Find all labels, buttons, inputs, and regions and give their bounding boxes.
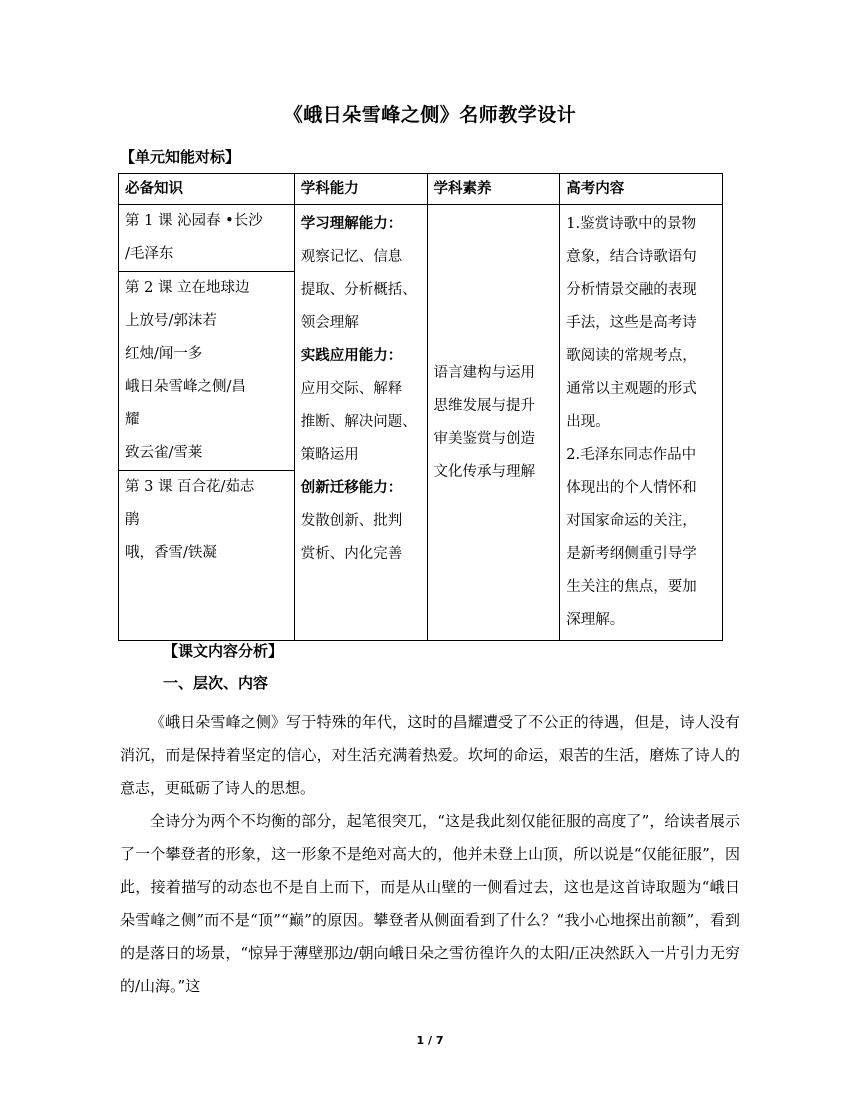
lesson-line: 第 3 课 百合花/茹志	[125, 479, 255, 495]
exam-line: 对国家命运的关注，	[566, 513, 697, 529]
header-exam-content: 高考内容	[560, 174, 723, 205]
exam-line: 深理解。	[566, 612, 625, 628]
lesson-3	[119, 471, 294, 637]
header-literacy: 学科素养	[427, 174, 560, 205]
exam-line: 是新考纲侧重引导学	[566, 546, 697, 562]
exam-line: 出现。	[566, 414, 610, 430]
lesson-line: 耀	[125, 412, 140, 428]
lesson-line: /毛泽东	[125, 246, 174, 262]
header-ability: 学科能力	[294, 174, 427, 205]
ability-heading: 创新迁移能力：	[300, 480, 403, 496]
ability-line: 发散创新、批判	[300, 513, 403, 529]
ability-heading: 学习理解能力：	[300, 216, 403, 232]
body-paragraph: 《峨日朵雪峰之侧》写于特殊的年代，这时的昌耀遭受了不公正的待遇，但是，诗人没有消沉，而是保持着坚定的信心，对生活充满着热爱。坎坷的命运，艰苦的生活，磨炼了诗人的意志，更砥砺了诗人的思想。	[120, 713, 740, 797]
subsection-heading: 一、层次、内容	[163, 674, 269, 692]
exam-line: 通常以主观题的形式	[566, 381, 697, 397]
ability-line: 赏析、内化完善	[300, 546, 403, 562]
literacy-line: 思维发展与提升	[433, 397, 535, 414]
exam-content-cell	[560, 205, 723, 641]
exam-line: 1.鉴赏诗歌中的景物	[566, 216, 697, 232]
lesson-line: 上放号/郭沫若	[125, 313, 217, 329]
body-paragraph: 全诗分为两个不均衡的部分，起笔很突兀，“这是我此刻仅能征服的高度了”，给读者展示了一个攀登者的形象，这一形象不是绝对高大的，他并未登上山顶，所以说是“仅能征服”，因此，接着描写的动态也不是自上而下，而是从山壁的一侧看过去，这也是这首诗取题为“峨日朵雪峰之侧”而不是“顶”“巅”的原因。攀登者从侧面看到了什么？“我小心地探出前额”，看到的是落日的场景，“惊异于薄壁那边/朝向峨日朵之雪彷徨许久的太阳/正决然跃入一片引力无穷的/山海。”这	[120, 812, 740, 995]
exam-line: 生关注的焦点，要加	[566, 579, 697, 595]
ability-cell	[294, 205, 427, 641]
exam-line: 歌阅读的常规考点，	[566, 348, 697, 364]
lesson-line: 鹃	[125, 512, 140, 528]
exam-line: 分析情景交融的表现	[566, 282, 697, 298]
table-header-row	[119, 174, 723, 205]
section-heading-text-analysis: 【课文内容分析】	[163, 642, 284, 660]
knowledge-table	[118, 173, 723, 641]
header-knowledge: 必备知识	[119, 174, 295, 205]
lesson-line: 致云雀/雪莱	[125, 445, 203, 461]
ability-line: 策略运用	[300, 447, 359, 463]
literacy-line: 审美鉴赏与创造	[433, 430, 535, 447]
lesson-line: 红烛/闻一多	[125, 346, 203, 362]
exam-line: 体现出的个人情怀和	[566, 480, 697, 496]
knowledge-cell	[119, 205, 295, 641]
table-row	[119, 205, 723, 641]
lesson-line: 哦，香雪/铁凝	[125, 545, 217, 561]
literacy-line: 语言建构与运用	[433, 364, 535, 381]
lesson-line: 峨日朵雪峰之侧/昌	[125, 379, 246, 395]
exam-line: 手法，这些是高考诗	[566, 315, 697, 331]
literacy-line: 文化传承与理解	[433, 463, 535, 480]
ability-line: 观察记忆、信息	[300, 249, 403, 265]
page-title: 《峨日朵雪峰之侧》名师教学设计	[283, 104, 577, 126]
ability-line: 应用交际、解释	[300, 381, 403, 397]
lesson-2	[119, 272, 294, 471]
ability-line: 领会理解	[300, 315, 359, 331]
ability-heading: 实践应用能力：	[300, 348, 403, 364]
literacy-cell	[427, 205, 560, 641]
lesson-line: 第 1 课 沁园春 •长沙	[125, 213, 263, 229]
exam-line: 2.毛泽东同志作品中	[566, 447, 697, 463]
exam-line: 意象，结合诗歌语句	[566, 249, 697, 265]
section-heading-unit: 【单元知能对标】	[120, 148, 241, 166]
ability-line: 推断、解决问题、	[300, 414, 417, 430]
page-number: 1 / 7	[416, 1034, 444, 1047]
lesson-1	[119, 205, 294, 272]
ability-line: 提取、分析概括、	[300, 282, 417, 298]
lesson-line: 第 2 课 立在地球边	[125, 280, 250, 296]
